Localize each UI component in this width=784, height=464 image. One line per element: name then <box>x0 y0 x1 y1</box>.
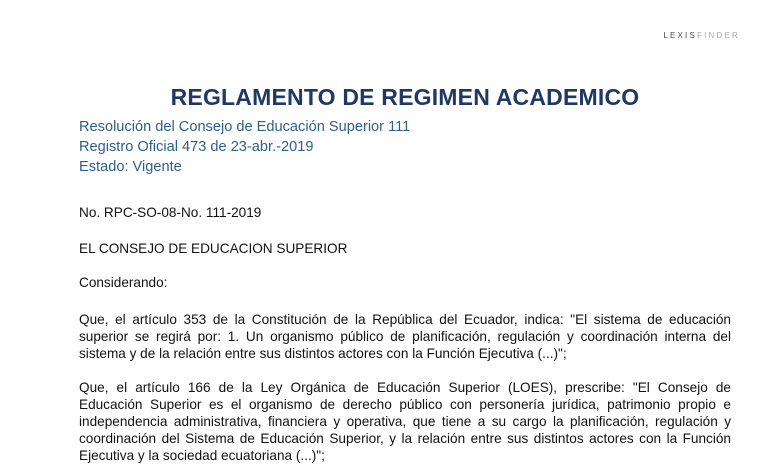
paragraph-article-166: Que, el artículo 166 de la Ley Orgánica de Educación Superior (LOES), prescribe: "El Consejo de Educación Superior es el organismo de derecho público con personería jurídica, patrimonio propio e independencia administrativa, financiera y operativa, que tiene a su cargo la planificación, regulación y coordinación del Sistema de Educación Superior, y la relación entre sus distintos actores con la Función Ejecutiva y la sociedad ecuatoriana (...)"; <box>79 380 731 463</box>
resolution-line: Resolución del Consejo de Educación Superior 111 <box>79 119 411 135</box>
document-body <box>79 205 731 464</box>
brand-logo <box>663 31 740 40</box>
document-metadata <box>79 117 410 177</box>
estado-line: Estado: Vigente <box>79 159 182 175</box>
brand-logo-part1: LEXIS <box>663 31 698 40</box>
resolution-number: No. RPC-SO-08-No. 111-2019 <box>79 205 262 220</box>
paragraph-article-353: Que, el artículo 353 de la Constitución de la República del Ecuador, indica: "El sistema de educación superior se regirá por: 1. Un organismo público de planificación, regulación y coordinación interna del sistema y de la relación entre sus distintos actores con la Función Ejecutiva (...)"; <box>79 312 731 361</box>
brand-logo-part2: FINDER <box>697 31 740 40</box>
document-title: REGLAMENTO DE REGIMEN ACADEMICO <box>170 84 640 110</box>
registro-line: Registro Oficial 473 de 23-abr.-2019 <box>79 139 314 155</box>
council-heading: EL CONSEJO DE EDUCACION SUPERIOR <box>79 241 348 256</box>
considering-heading: Considerando: <box>79 275 168 290</box>
